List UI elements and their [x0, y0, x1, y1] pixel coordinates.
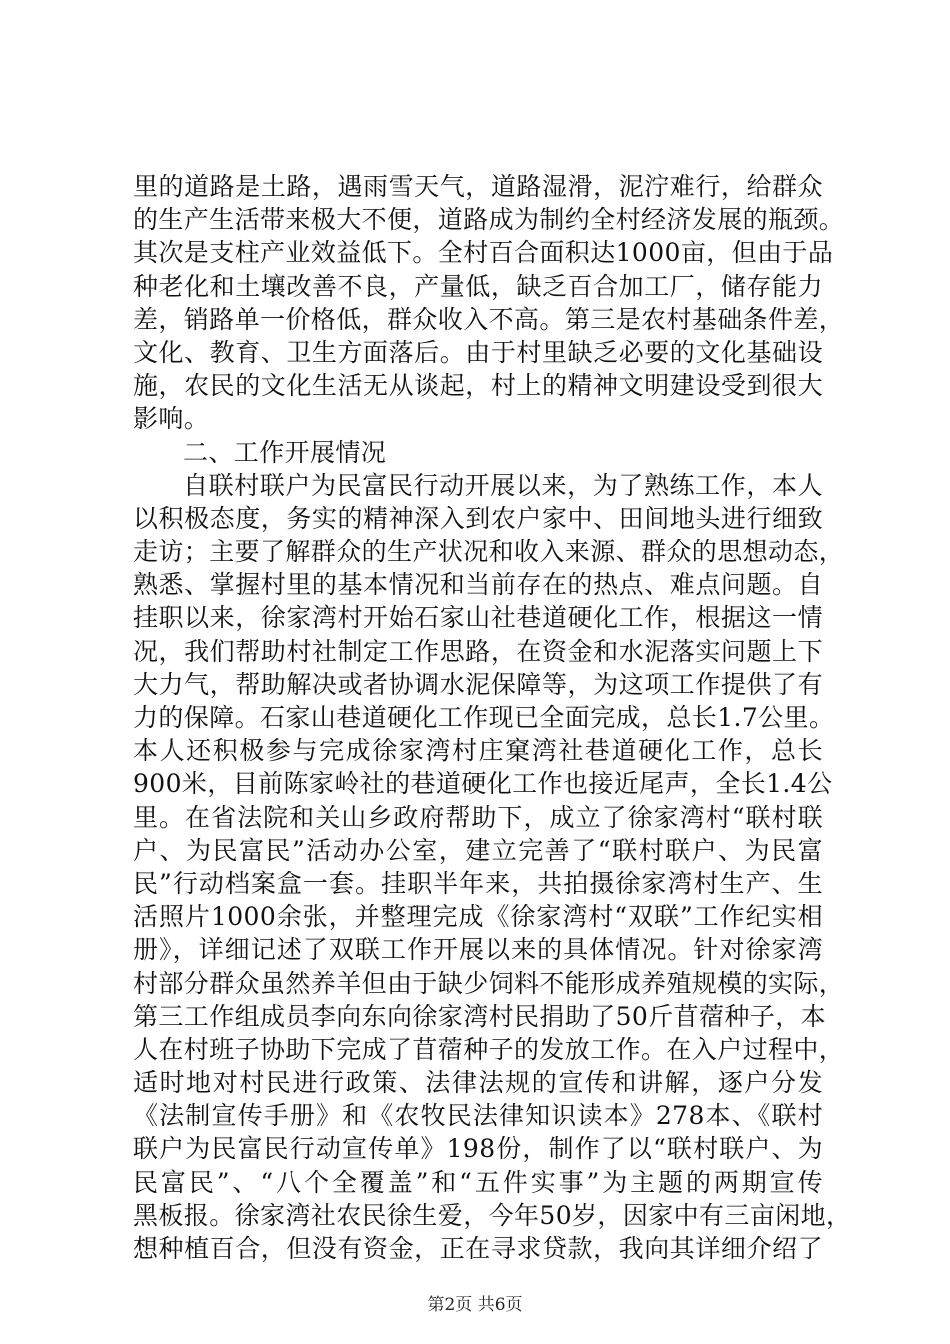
text-line: 熟悉、掌握村里的基本情况和当前存在的热点、难点问题。自 — [133, 570, 823, 600]
text-line: 大力气，帮助解决或者协调水泥保障等，为这项工作提供了有 — [133, 669, 823, 699]
text-line: 想种植百合，但没有资金，正在寻求贷款，我向其详细介绍了 — [133, 1234, 823, 1263]
text-line: 黑板报。徐家湾社农民徐生爱，今年50岁，因家中有三亩闲地， — [133, 1200, 852, 1230]
text-line: 里的道路是土路，遇雨雪天气，道路湿滑，泥泞难行，给群众 — [133, 172, 823, 201]
text-line: 适时地对村民进行政策、法律法规的宣传和讲解，逐户分发 — [133, 1068, 823, 1098]
text-line: 人在村班子协助下完成了苜蓿种子的发放工作。在入户过程中， — [133, 1034, 845, 1064]
text-line: 种老化和土壤改善不良，产量低，缺乏百合加工厂，储存能力 — [133, 271, 823, 301]
text-line: 户、为民富民”活动办公室，建立完善了“联村联户、为民富 — [133, 835, 823, 865]
text-line: 以积极态度，务实的精神深入到农户家中、田间地头进行细致 — [133, 503, 823, 533]
text-line: 民”行动档案盒一套。挂职半年来，共拍摄徐家湾村生产、生 — [133, 868, 823, 898]
text-line: 差，销路单一价格低，群众收入不高。第三是农村基础条件差， — [133, 304, 845, 334]
text-line: 况，我们帮助村社制定工作思路，在资金和水泥落实问题上下 — [133, 636, 823, 666]
text-line: 活照片1000余张，并整理完成《徐家湾村“双联”工作纪实相 — [133, 902, 823, 932]
text-line: 本人还积极参与完成徐家湾村庄窠湾社巷道硬化工作，总长 — [133, 736, 823, 766]
text-line: 里。在省法院和关山乡政府帮助下，成立了徐家湾村“联村联 — [133, 802, 823, 832]
text-line: 第三工作组成员李向东向徐家湾村民捐助了50斤苜蓿种子，本 — [133, 1001, 827, 1031]
text-line: 走访；主要了解群众的生产状况和收入来源、群众的思想动态， — [133, 537, 845, 567]
text-line: 民富民”、“八个全覆盖”和“五件实事”为主题的两期宣传 — [133, 1167, 823, 1197]
text-line: 《法制宣传手册》和《农牧民法律知识读本》278本、《联村 — [133, 1101, 823, 1131]
text-line: 施，农民的文化生活无从谈起，村上的精神文明建设受到很大 — [133, 371, 823, 401]
text-line: 的生产生活带来极大不便，道路成为制约全村经济发展的瓶颈。 — [133, 205, 845, 235]
text-line: 其次是支柱产业效益低下。全村百合面积达1000亩，但由于品 — [133, 238, 834, 268]
text-line: 村部分群众虽然养羊但由于缺少饲料不能形成养殖规模的实际， — [133, 968, 845, 998]
page-number-footer: 第2页 共6页 — [427, 1295, 523, 1315]
text-line: 挂职以来，徐家湾村开始石家山社巷道硬化工作，根据这一情 — [133, 603, 823, 633]
text-line: 联户为民富民行动宣传单》198份，制作了以“联村联户、为 — [133, 1134, 823, 1164]
body-text — [133, 170, 852, 1265]
text-line: 自联村联户为民富民行动开展以来，为了熟练工作，本人 — [183, 470, 823, 500]
text-line: 文化、教育、卫生方面落后。由于村里缺乏必要的文化基础设 — [133, 337, 823, 367]
text-line: 影响。 — [133, 404, 210, 434]
text-line: 力的保障。石家山巷道硬化工作现已全面完成，总长1.7公里。 — [133, 703, 835, 732]
section-heading: 二、工作开展情况 — [183, 437, 387, 467]
text-line: 册》，详细记述了双联工作开展以来的具体情况。针对徐家湾 — [133, 935, 823, 965]
text-line: 900米，目前陈家岭社的巷道硬化工作也接近尾声，全长1.4公 — [133, 769, 833, 799]
